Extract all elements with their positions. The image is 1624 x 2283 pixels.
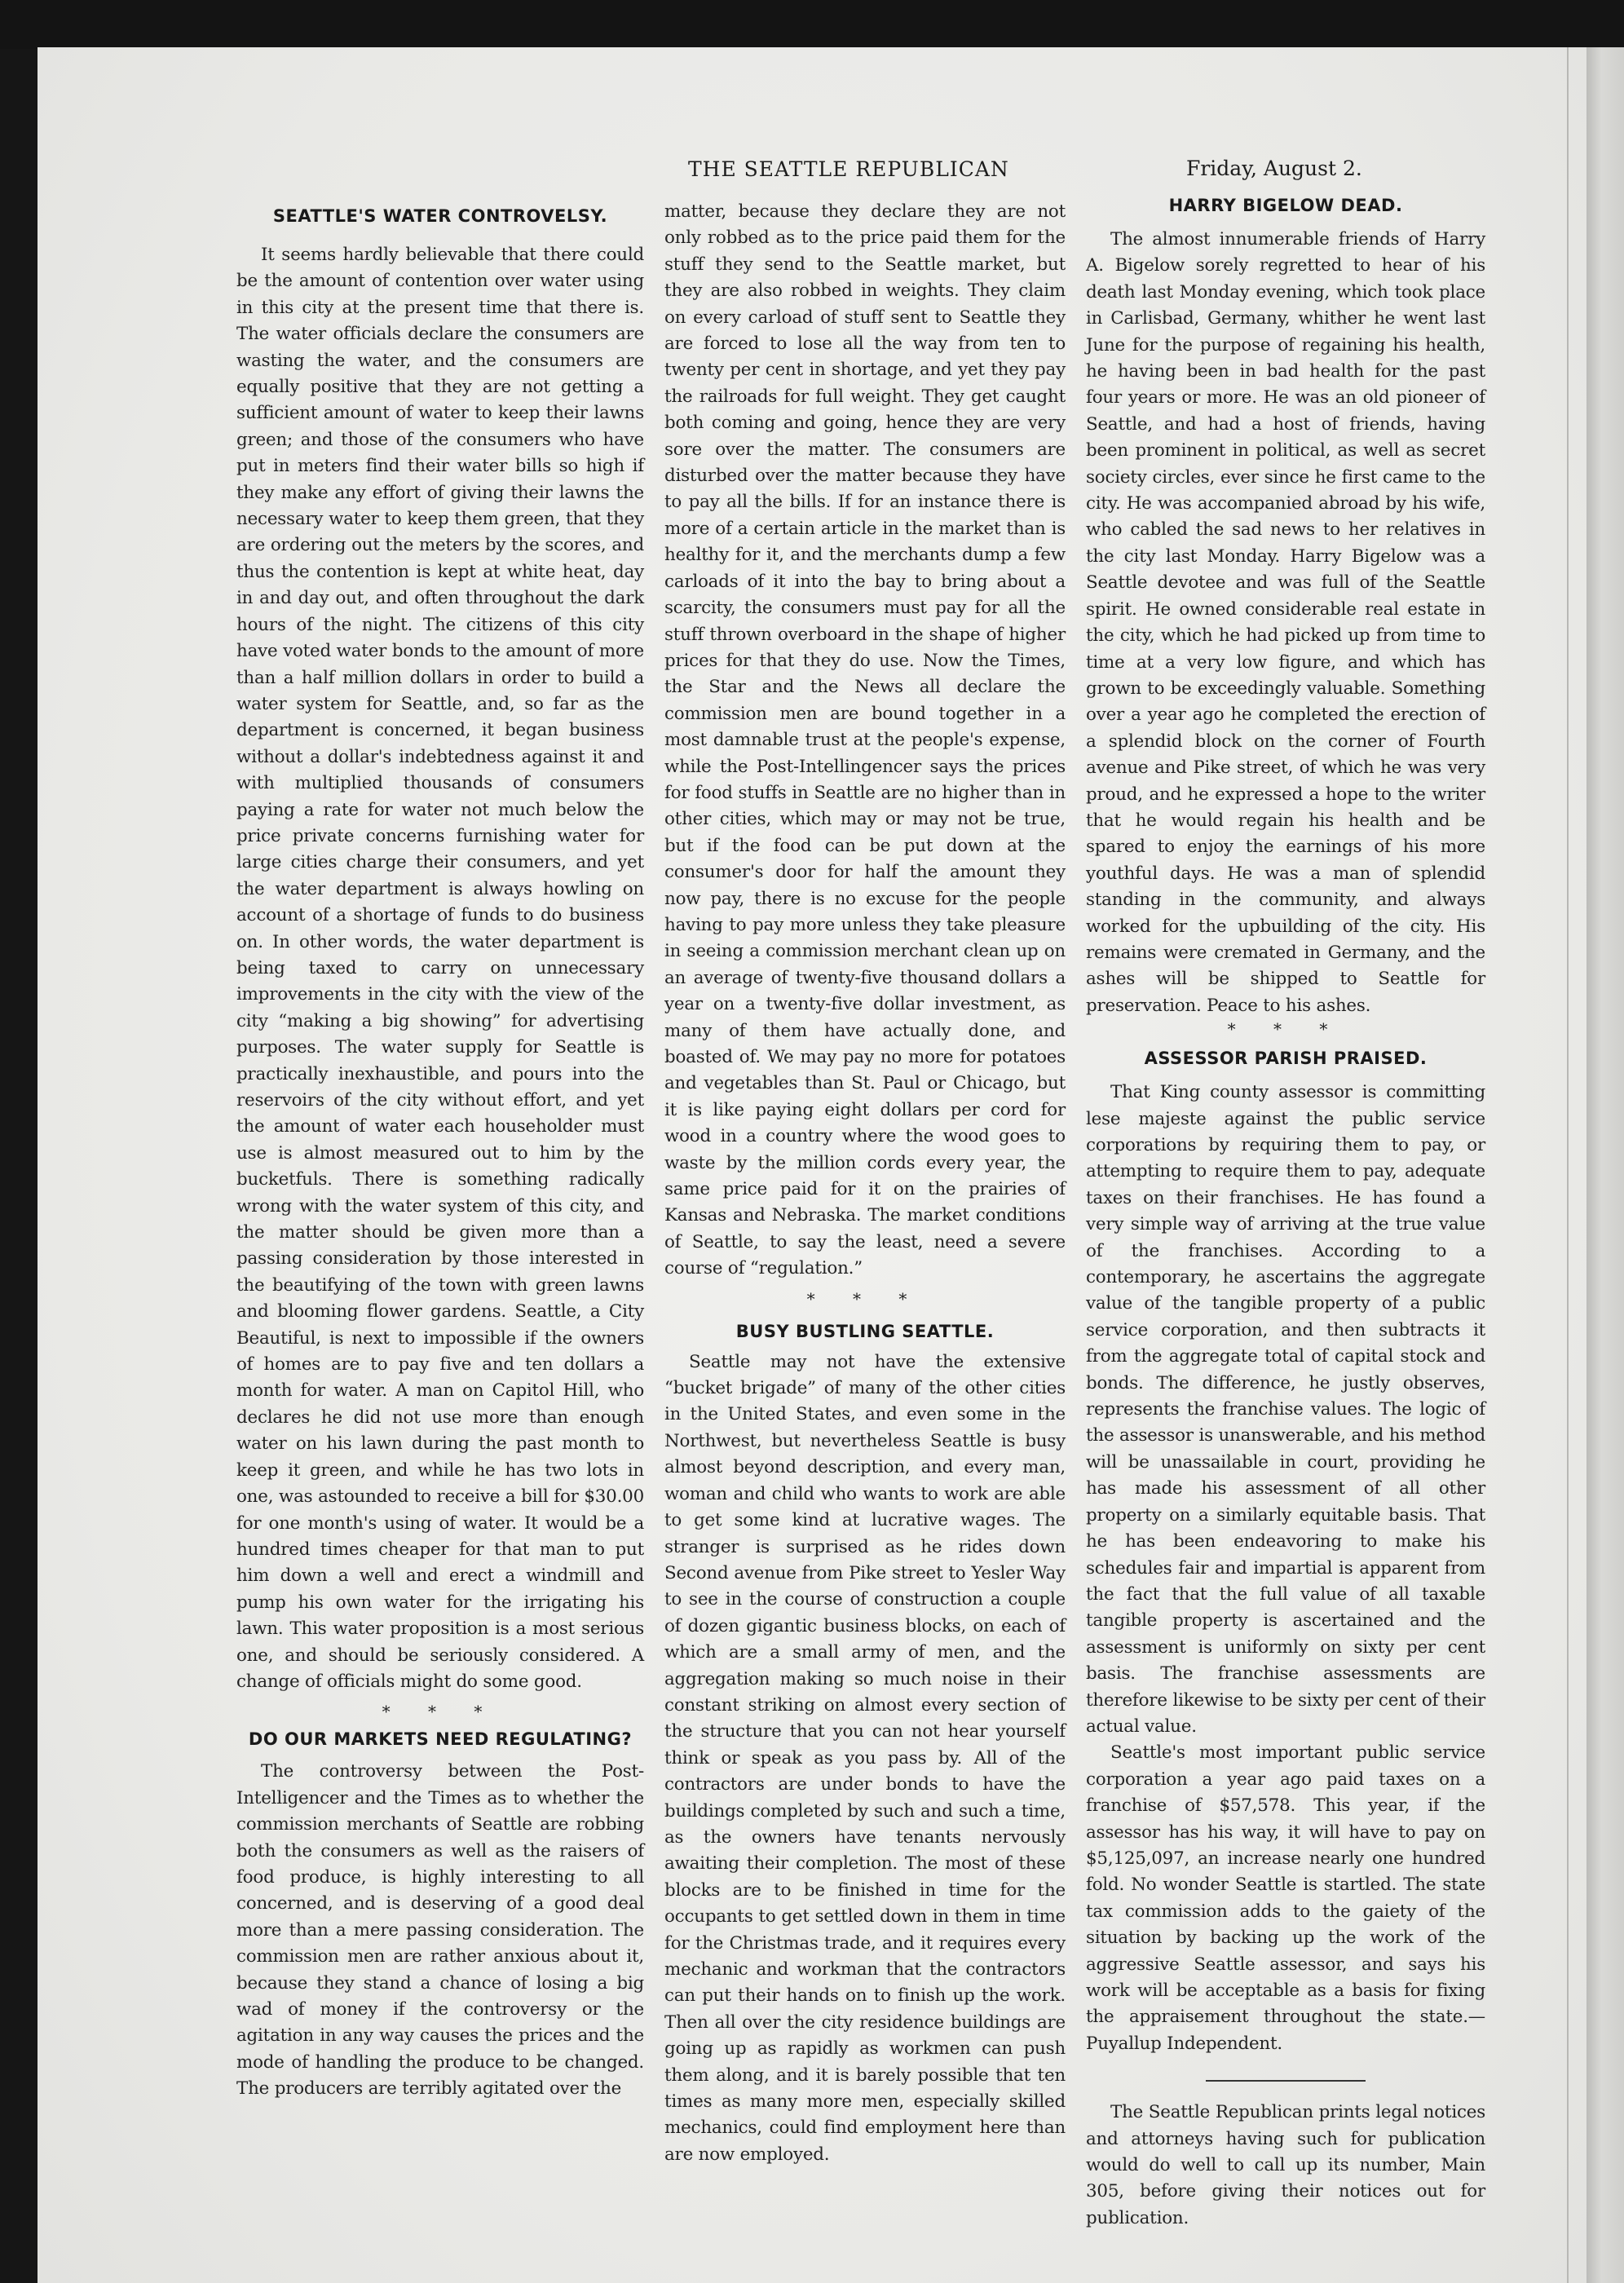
column-middle — [664, 199, 1066, 2168]
headline-assessor-parish: ASSESSOR PARISH PRAISED. — [1144, 1049, 1428, 1069]
headline-busy-bustling-seattle: BUSY BUSTLING SEATTLE. — [735, 1321, 995, 1341]
headline-water-controversy: SEATTLE'S WATER CONTROVELSY. — [272, 206, 608, 226]
section-separator: * * * — [1227, 1019, 1344, 1040]
page-edge-shadow — [1586, 47, 1624, 2283]
section-separator: * * * — [806, 1288, 924, 1309]
page-fold-line — [1567, 47, 1569, 2283]
headline-harry-bigelow: HARRY BIGELOW DEAD. — [1168, 196, 1403, 215]
article-markets-regulating: The controversy between the Post-Intelligencer and the Times as to whether the commission merchants of Seattle are robbing both the consumers as well as the raisers of food produce, is highly interesting to all concerned, and is deserving of a good deal more than a mere passing consideration. The commission men are rather anxious about it, because they stand a chance of losing a big wad of money if the controversy or the agitation in any way causes the prices and the mode of handling the produce to be changed. The producers are terribly agitated over the — [236, 1761, 644, 2100]
column-left — [236, 206, 644, 2103]
section-separator: * * * — [382, 1702, 499, 1722]
divider-rule — [1206, 2080, 1366, 2082]
article-markets-continued: matter, because they declare they are not only robbed as to the price paid them for the stuff they send to the Seattle market, but they are also robbed in weights. They claim on every carload of stuff sent to Seattle they are forced to lose all the way from ten to twenty per cent in shortage, and yet they pay the railroads for full weight. They get caught both coming and going, hence they are very sore over the matter. The consumers are disturbed over the matter because they have to pay all the bills. If for an instance there is more of a certain article in the market than is healthy for it, and the merchants dump a few carloads of it into the bay to bring about a scarcity, the consumers must pay for all the stuff thrown overboard in the shape of higher prices for that they do use. Now the Times, the Star and the News all declare the commission men are bound together in a most damnable trust at the people's expense, while the Post-Intellingencer says the prices for food stuffs in Seattle are no higher than in other cities, which may or may not be true, but if the food can be put down at the consumer's door for half the amount they now pay, there is no excuse for the people having to pay more unless they take pleasure in seeing a commission merchant clean up on an average of twenty-five thousand dollars a year on a twenty-five dollar investment, as many of them have actually done, and boasted of. We may pay no more for potatoes and vegetables than St. Paul or Chicago, but it is like paying eight dollars per cord for wood in a country where the wood goes to waste by the million cords every year, the same price paid for it on the prairies of Kansas and Nebraska. The market conditions of Seattle, to say the least, need a severe course of “regulation.” — [664, 201, 1066, 1279]
article-busy-bustling-seattle: Seattle may not have the extensive “bucket brigade” of many of the other cities in the United States, and even some in the Northwest, but nevertheless Seattle is busy almost beyond description, and every man, woman and child who wants to work are able to get some kind at lucrative wages. The stranger is surprised as he rides down Second avenue from Pike street to Yesler Way to see in the course of construction a couple of dozen gigantic business blocks, on each of which are a small army of men, and the aggregation making so much noise in their constant striking on almost every section of the structure that you can not hear yourself think or speak as you pass by. All of the contractors are under bonds to have the buildings completed by such and such a time, as the owners have tenants nervously awaiting their completion. The most of these blocks are to be finished in time for the occupants to get settled down in them in time for the Christmas trade, and it requires every mechanic and workman that the contractors can put their hands on to finish up the work. Then all over the city residence buildings are going up as rapidly as workmen can push them along, and it is barely possible that ten times as many more men, especially skilled mechanics, could find employment here than are now employed. — [664, 1351, 1066, 2165]
issue-date: Friday, August 2. — [1186, 157, 1362, 180]
masthead: THE SEATTLE REPUBLICAN — [688, 157, 1009, 181]
scan-border — [0, 0, 1624, 49]
article-assessor-parish-continued: Seattle's most important public service corporation a year ago paid taxes on a franchise of $57,578. This year, if the assessor has his way, it will have to pay on $5,125,097, an increase nearly one hundred fold. No wonder Seattle is startled. The state tax commission adds to the gaiety of the situation by backing up the work of the aggressive Seattle assessor, and says his work will be acceptable as a basis for fixing the appraisement throughout the state.—Puyallup Independent. — [1086, 1742, 1485, 2054]
column-right — [1086, 196, 1485, 2232]
article-water-controversy: It seems hardly believable that there could be the amount of contention over water using in this city at the present time that there is. The water officials declare the consumers are wasting the water, and the consumers are equally positive that they are not getting a sufficient amount of water to keep their lawns green; and those of the consumers who have put in meters find their water bills so high if they make any effort of giving their lawns the necessary water to keep them green, that they are ordering out the meters by the scores, and thus the contention is kept at white heat, day in and day out, and often throughout the dark hours of the night. The citizens of this city have voted water bonds to the amount of more than a half million dollars in order to build a water system for Seattle, and, so far as the department is concerned, it began business without a dollar's indebtedness against it and with multiplied thousands of consumers paying a rate for water not much below the price private concerns furnishing water for large cities charge their consumers, and yet the water department is always howling on account of a shortage of funds to do business on. In other words, the water department is being taxed to carry on unnecessary improvements in the city with the view of the city “making a big showing” for advertising purposes. The water supply for Seattle is practically inexhaustible, and pours into the reservoirs of the city without effort, and yet the amount of water each householder must use is almost measured out to him by the bucketfuls. There is something radically wrong with the water system of this city, and the matter should be given more than a passing consideration by those interested in the beautifying of the town with green lawns and blooming flower gardens. Seattle, a City Beautiful, is next to impossible if the owners of homes are to pay five and ten dollars a month for water. A man on Capitol Hill, who declares he did not use more than enough water on his lawn during the past month to keep it green, and while he has two lots in one, was astounded to receive a bill for $30.00 for one month's using of water. It would be a hundred times cheaper for that man to put him down a well and erect a windmill and pump his own water for the irrigating his lawn. This water proposition is a most serious one, and should be seriously considered. A change of officials might do some good. — [236, 245, 644, 1692]
notice-legal-notices: The Seattle Republican prints legal notices and attorneys having such for publication would do well to call up its number, Main 305, before giving their notices out for publication. — [1086, 2102, 1485, 2228]
headline-markets-regulating: DO OUR MARKETS NEED REGULATING? — [248, 1729, 633, 1750]
article-assessor-parish: That King county assessor is committing lese majeste against the public service corporations by requiring them to pay, or attempting to require them to pay, adequate taxes on their franchises. He has found a very simple way of arriving at the true value of the franchises. According to a contemporary, he ascertains the aggregate value of the tangible property of a public service corporation, and then subtracts it from the aggregate total of capital stock and bonds. The difference, he justly observes, represents the franchise values. The logic of the assessor is unanswerable, and his method will be unassailable in court, providing he has made his assessment of all other property on a similarly equitable basis. That he has been endeavoring to make his schedules fair and impartial is apparent from the fact that the full value of all taxable tangible property is ascertained and the assessment is uniformly on sixty per cent basis. The franchise assessments are therefore likewise to be sixty per cent of their actual value. — [1086, 1082, 1485, 1737]
article-harry-bigelow: The almost innumerable friends of Harry A. Bigelow sorely regretted to hear of his death last Monday evening, which took place in Carlisbad, Germany, whither he went last June for the purpose of regaining his health, he having been in bad health for the past four years or more. He was an old pioneer of Seattle, and had a host of friends, having been prominent in political, as well as secret society circles, ever since he first came to the city. He was accompanied abroad by his wife, who cabled the sad news to her relatives in the city last Monday. Harry Bigelow was a Seattle devotee and was full of the Seattle spirit. He owned considerable real estate in the city, which he had picked up from time to time at a very low figure, and which has grown to be exceedingly valuable. Something over a year ago he completed the erection of a splendid block on the corner of Fourth avenue and Pike street, of which he was very proud, and he expressed a hope to the writer that he would regain his health and be spared to enjoy the earnings of his more youthful days. He was a man of splendid standing in the community, and always worked for the upbuilding of the city. His remains were cremated in Germany, and the ashes will be shipped to Seattle for preservation. Peace to his ashes. — [1086, 229, 1485, 1016]
